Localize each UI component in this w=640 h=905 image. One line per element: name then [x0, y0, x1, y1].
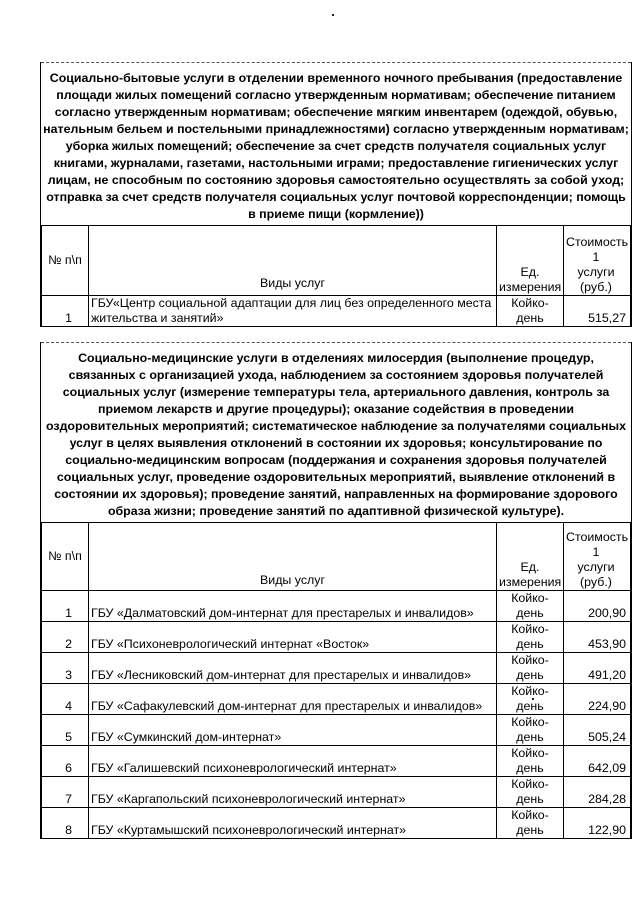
unit-cell: [497, 808, 564, 839]
unit-line: Койко-: [511, 746, 549, 760]
table-row: [42, 622, 631, 653]
table-row: [42, 746, 631, 777]
unit-cell: [497, 746, 564, 777]
service-name: ГБУ «Психоневрологический интернат «Восток»: [89, 622, 497, 653]
unit-header-line: измерения: [499, 575, 562, 589]
unit-header-line: Ед.: [520, 560, 540, 574]
cost-value: 284,28: [564, 777, 631, 808]
table-row: [42, 808, 631, 839]
unit-line: день: [516, 761, 544, 775]
section-social-household: [40, 62, 632, 327]
row-number: 3: [42, 653, 89, 684]
unit-cell: [497, 296, 564, 327]
service-name: ГБУ«Центр социальной адаптации для лиц без определенного места жительства и занятий»: [89, 296, 497, 327]
cost-header-line: Стоимость: [566, 530, 629, 544]
unit-line: Койко-: [511, 296, 549, 310]
dashed-divider: [41, 342, 631, 343]
service-name: ГБУ «Сафакулевский дом-интернат для престарелых и инвалидов»: [89, 684, 497, 715]
cost-value: 122,90: [564, 808, 631, 839]
dashed-divider: [41, 62, 631, 63]
cost-value: 515,27: [564, 296, 631, 327]
section-heading: Социально-медицинские услуги в отделениях милосердия (выполнение процедур, связанных с организацией ухода, наблюдением за состоянием здоровья получателей социальных услуг (измерение температуры тела, артериального давления, контроль за приемом лекарств и другие процедуры); оказание содействия в проведении оздоровительных мероприятий; систематическое наблюдение за получателями социальных услуг в целях выявления отклонений в состоянии их здоровья; консультирование по социально-медицинским вопросам (поддержания и сохранения здоровья получателей социальных услуг, проведение оздоровительных мероприятий, выявление отклонений в состоянии их здоровья); проведение занятий, направленных на формирование здорового образа жизни; проведение занятий по адаптивной физической культуре).: [46, 351, 626, 518]
column-header-number: № п\п: [42, 523, 89, 591]
cost-value: 642,09: [564, 746, 631, 777]
section-social-medical: [40, 342, 632, 839]
service-name: ГБУ «Далматовский дом-интернат для престарелых и инвалидов»: [89, 591, 497, 622]
unit-line: Койко-: [511, 591, 549, 605]
table-row: [42, 653, 631, 684]
table-row: [42, 684, 631, 715]
scan-speck: [332, 14, 334, 16]
column-header-services: Виды услуг: [89, 523, 497, 591]
service-name: ГБУ «Галишевский психоневрологический интернат»: [89, 746, 497, 777]
unit-line: день: [516, 730, 544, 744]
service-name: ГБУ «Каргапольский психоневрологический интернат»: [89, 777, 497, 808]
tariff-table: [41, 522, 631, 839]
tariff-table: [41, 225, 631, 327]
unit-line: Койко-: [511, 715, 549, 729]
cost-value: 491,20: [564, 653, 631, 684]
row-number: 1: [42, 591, 89, 622]
row-number: 2: [42, 622, 89, 653]
unit-line: день: [516, 823, 544, 837]
unit-cell: [497, 591, 564, 622]
column-header-unit: [497, 523, 564, 591]
unit-cell: [497, 715, 564, 746]
column-header-cost: [564, 226, 631, 296]
unit-line: день: [516, 311, 544, 325]
service-name: ГБУ «Куртамышский психоневрологический интернат»: [89, 808, 497, 839]
unit-cell: [497, 684, 564, 715]
unit-cell: [497, 777, 564, 808]
cost-value: 200,90: [564, 591, 631, 622]
row-number: 4: [42, 684, 89, 715]
unit-cell: [497, 622, 564, 653]
unit-line: день: [516, 606, 544, 620]
row-number: 7: [42, 777, 89, 808]
unit-line: Койко-: [511, 808, 549, 822]
cost-header-line: услуги: [577, 265, 615, 279]
table-row: [42, 777, 631, 808]
unit-line: день: [516, 792, 544, 806]
unit-header-line: измерения: [499, 280, 562, 294]
cost-header-line: услуги: [577, 560, 615, 574]
cost-header-line: (руб.): [580, 280, 612, 294]
unit-line: день: [516, 668, 544, 682]
row-number: 1: [42, 296, 89, 327]
unit-line: день: [516, 637, 544, 651]
row-number: 6: [42, 746, 89, 777]
table-header-row: [42, 523, 631, 591]
table-row: [42, 296, 631, 327]
row-number: 8: [42, 808, 89, 839]
service-name: ГБУ «Лесниковский дом-интернат для престарелых и инвалидов»: [89, 653, 497, 684]
unit-cell: [497, 653, 564, 684]
column-header-services: Виды услуг: [89, 226, 497, 296]
unit-line: день: [516, 699, 544, 713]
cost-value: 453,90: [564, 622, 631, 653]
cost-value: 224,90: [564, 684, 631, 715]
unit-line: Койко-: [511, 622, 549, 636]
table-row: [42, 591, 631, 622]
unit-header-line: Ед.: [520, 265, 540, 279]
unit-line: Койко-: [511, 777, 549, 791]
section-heading: Социально-бытовые услуги в отделении временного ночного пребывания (предоставление площади жилых помещений согласно утвержденным нормативам; обеспечение питанием согласно утвержденным нормативам; обеспечение мягким инвентарем (одеждой, обувью, нательным бельем и постельными принадлежностями) согласно утвержденным нормативам; уборка жилых помещений; обеспечение за счет средств получателя социальных услуг книгами, журналами, газетами, настольными играми; предоставление гигиенических услуг лицам, не способным по состоянию здоровья самостоятельно осуществлять за собой уход; отправка за счет средств получателя социальных услуг почтовой корреспонденции; помощь в приеме пищи (кормление)): [43, 71, 629, 221]
column-header-cost: [564, 523, 631, 591]
service-name: ГБУ «Сумкинский дом-интернат»: [89, 715, 497, 746]
row-number: 5: [42, 715, 89, 746]
cost-value: 505,24: [564, 715, 631, 746]
cost-header-line: 1: [592, 250, 600, 264]
unit-line: Койко-: [511, 653, 549, 667]
column-header-unit: [497, 226, 564, 296]
cost-header-line: 1: [592, 545, 600, 559]
column-header-number: № п\п: [42, 226, 89, 296]
cost-header-line: (руб.): [580, 575, 612, 589]
cost-header-line: Стоимость: [566, 235, 629, 249]
table-header-row: [42, 226, 631, 296]
unit-line: Койко-: [511, 684, 549, 698]
table-row: [42, 715, 631, 746]
